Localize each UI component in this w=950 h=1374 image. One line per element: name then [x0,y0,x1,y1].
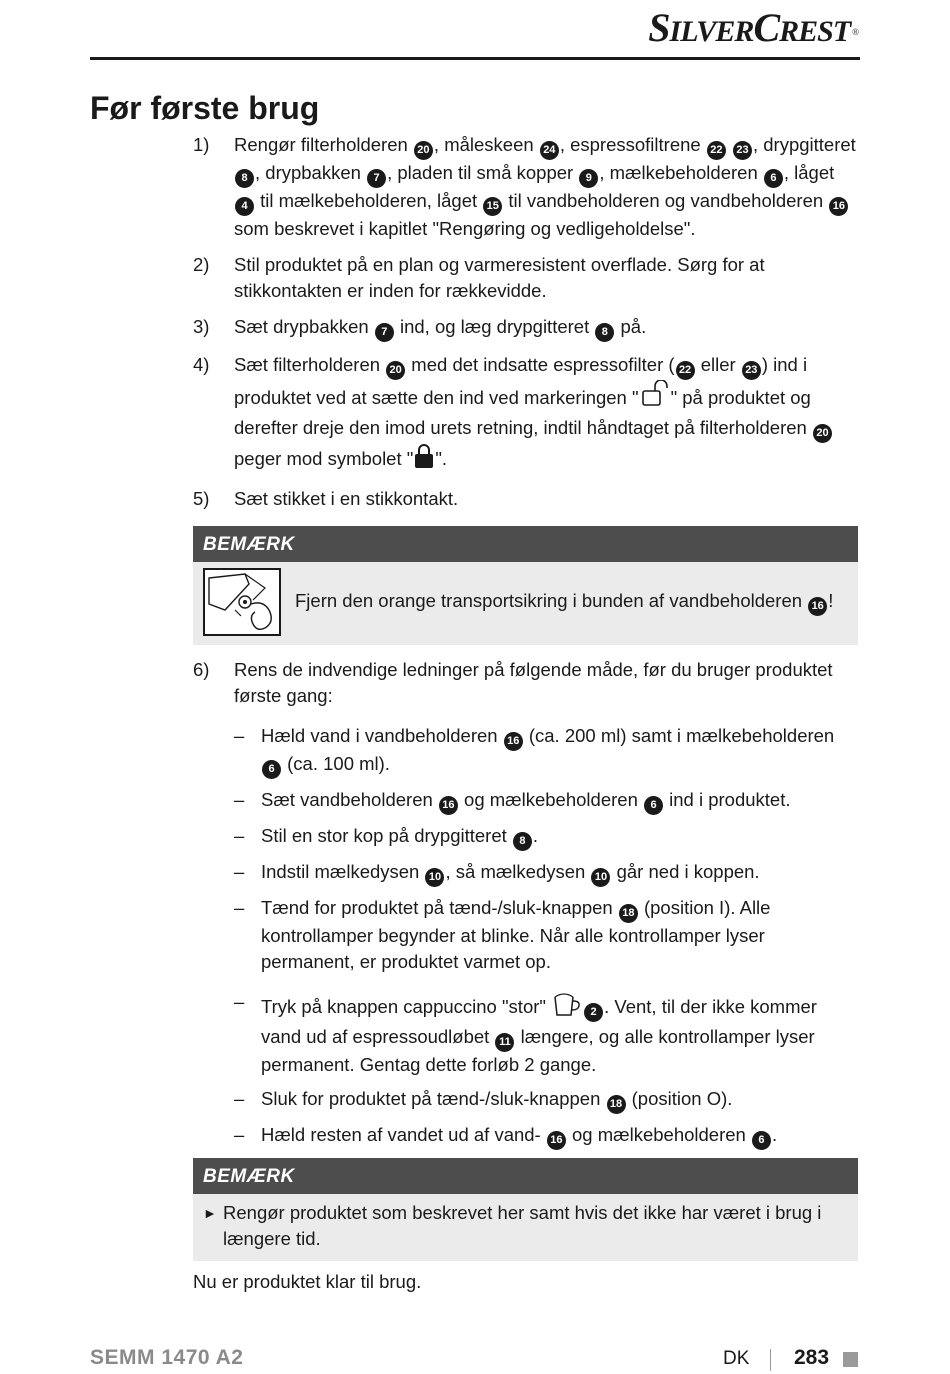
dash: – [234,861,245,882]
callout-number: 8 [513,832,532,851]
step-2 [193,252,858,304]
callout-number: 20 [414,141,433,160]
note-text: Fjern den orange transportsikring i bunden af vandbeholderen 16 ! [295,588,833,616]
step-text: Rengør filterholderen 20 , måleskeen 24 , espressofiltrene 22 23 , drypgitteret 8 , drypbakken 7 , pladen til små kopper 9 , mælkebeholderen 6 , låget 4 til mælkebeholderen, låget 15 til vandbeholderen og vandbeholderen 16 som beskrevet i kapitlet "Rengøring og vedligeholdelse". [234,134,856,239]
substep-d: – Indstil mælkedysen 10 , så mælkedysen 10 går ned i koppen. [234,859,858,887]
note-header: BEMÆRK [193,526,858,562]
callout-number: 6 [752,1131,771,1150]
note-box [193,1158,858,1261]
header-rule [90,57,860,60]
callout-number: 18 [619,904,638,923]
callout-number: 11 [495,1033,514,1052]
callout-number: 22 [707,141,726,160]
transport-lock-illustration [203,568,281,636]
callout-number: 10 [425,868,444,887]
callout-number: 4 [235,197,254,216]
substep-a: – Hæld vand i vandbeholderen 16 (ca. 200 ml) samt i mælkebeholderen 6 (ca. 100 ml). [234,723,858,779]
closing-text: Nu er produktet klar til brug. [193,1271,422,1292]
dash: – [234,825,245,846]
note-header: BEMÆRK [193,1158,858,1194]
callout-number: 6 [764,169,783,188]
note-body [193,1194,858,1261]
callout-number: 23 [733,141,752,160]
callout-number: 8 [595,323,614,342]
dash: – [234,725,245,746]
callout-number: 16 [504,732,523,751]
step-text: Sæt drypbakken 7 ind, og læg drypgitteret 8 på. [234,314,858,342]
page-title: Før første brug [90,90,320,126]
callout-number: 20 [813,424,832,443]
note-body [193,562,858,645]
arrow-bullet-icon: ► [203,1205,217,1221]
page-number: 283 [794,1346,830,1369]
step-number: 2) [193,254,210,275]
callout-number: 20 [386,361,405,380]
step-number: 5) [193,488,210,509]
note-text: Rengør produktet som beskrevet her samt hvis det ikke har været i brug i længere tid. [223,1202,822,1249]
callout-number: 9 [579,169,598,188]
callout-number: 23 [742,361,761,380]
callout-number: 16 [808,597,827,616]
language-code: DK [723,1348,750,1369]
step-number: 6) [193,659,210,680]
substep-g: – Sluk for produktet på tænd-/sluk-knappen 18 (position O). [234,1086,858,1114]
instructions [193,132,858,1295]
callout-number: 22 [676,361,695,380]
callout-number: 6 [644,796,663,815]
callout-number: 16 [547,1131,566,1150]
callout-number: 16 [829,197,848,216]
substep-e: – Tænd for produktet på tænd-/sluk-knappen 18 (position I). Alle kontrollamper begynder at blinke. Når alle kontrollamper lyser permanent, er produktet varmet op. [234,895,858,975]
step-text: Stil produktet på en plan og varmeresistent overflade. Sørg for at stikkontakten er inden for rækkevidde. [234,254,765,301]
dash: – [234,1124,245,1145]
step-6 [193,657,858,709]
callout-number: 18 [607,1095,626,1114]
callout-number: 8 [235,169,254,188]
callout-number: 7 [367,169,386,188]
model-number: SEMM 1470 A2 [90,1346,244,1369]
note-box [193,526,858,645]
step-number: 1) [193,134,210,155]
step-number: 4) [193,354,210,375]
brand-logo: SILVERCREST ® [648,5,858,50]
dash: – [234,897,245,918]
dash: – [234,1088,245,1109]
footer-divider [770,1349,771,1371]
lock-icon [414,443,434,476]
callout-number: 7 [375,323,394,342]
callout-number: 16 [439,796,458,815]
callout-number: 24 [540,141,559,160]
callout-number: 15 [483,197,502,216]
substep-c: – Stil en stor kop på drypgitteret 8 . [234,823,858,851]
substep-b: – Sæt vandbeholderen 16 og mælkebeholderen 6 ind i produktet. [234,787,858,815]
step-text: Rens de indvendige ledninger på følgende måde, før du bruger produktet første gang: [234,659,833,706]
step-3 [193,314,858,342]
step-4 [193,352,858,476]
step-number: 3) [193,316,210,337]
page-marker-square [843,1352,858,1367]
step-5 [193,486,858,512]
callout-number: 2 [584,1003,603,1022]
step-1 [193,132,858,242]
substep-h: – Hæld resten af vandet ud af vand- 16 og mælkebeholderen 6 . [234,1122,858,1150]
dash: – [234,991,245,1012]
callout-number: 6 [262,760,281,779]
cappuccino-cup-icon [552,989,582,1024]
substep-f: – Tryk på knappen cappuccino "stor" 2 . Vent, til der ikke kommer vand ud af espressoudløbet 11 længere, og alle kontrollamper lyser permanent. Gentag dette forløb 2 gange. [234,989,858,1078]
unlock-icon [640,380,670,415]
step-text: Sæt stikket i en stikkontakt. [234,488,459,509]
callout-number: 10 [591,868,610,887]
dash: – [234,789,245,810]
step-text: Sæt filterholderen 20 med det indsatte espressofilter ( 22 eller 23 ) ind i produktet ved at sætte den ind ved markeringen " " på produktet og derefter dreje den imod urets retning, indtil håndtaget på filterholderen 20 peger mod symbolet " ". [234,352,858,476]
